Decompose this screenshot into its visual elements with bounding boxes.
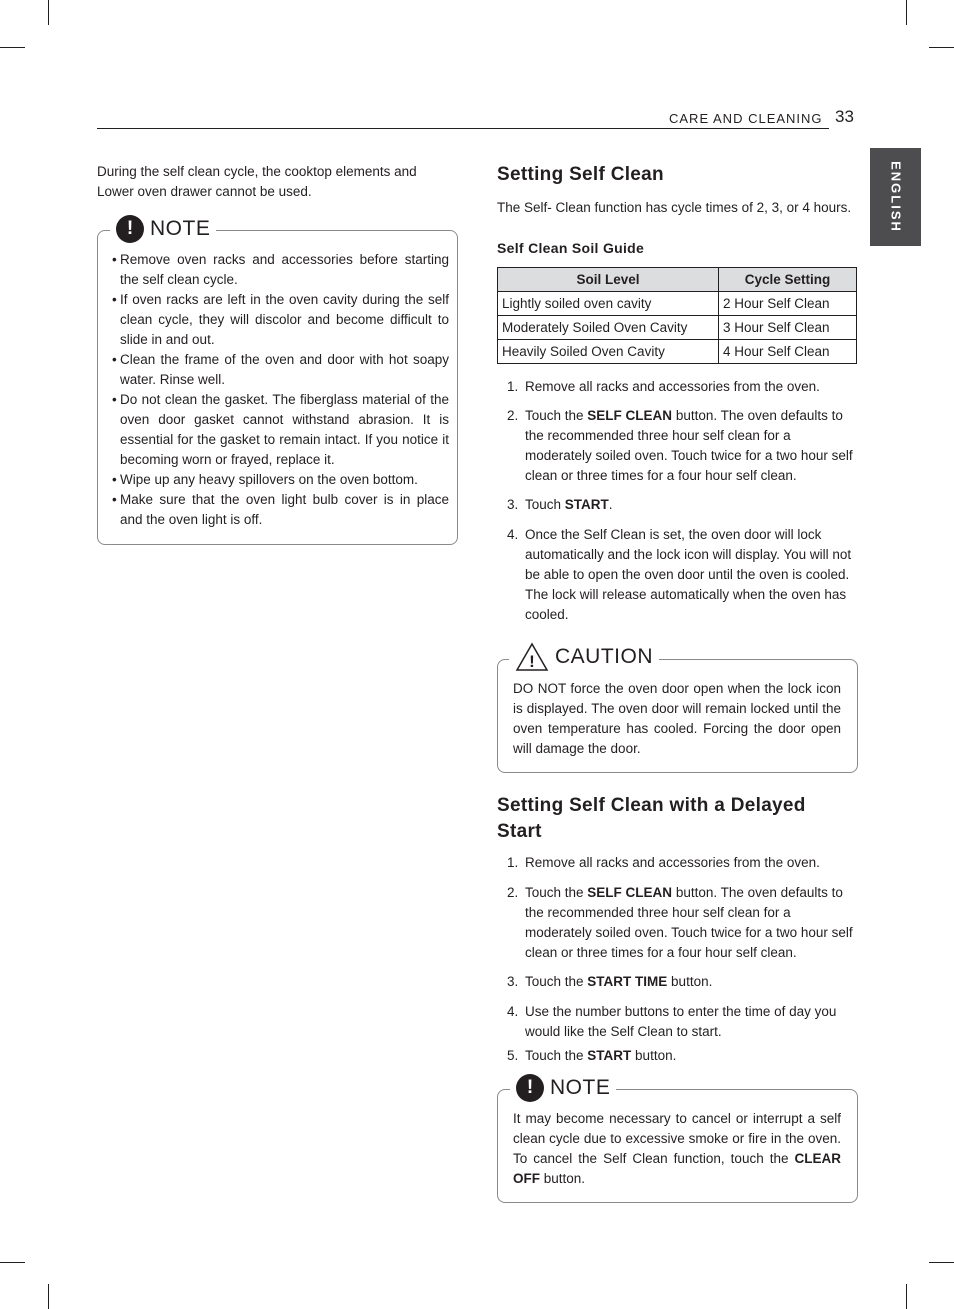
crop-mark <box>929 47 954 48</box>
list-item: 1. Remove all racks and accessories from the oven. <box>507 379 820 394</box>
list-item: 3. Touch the START TIME button. <box>507 974 713 989</box>
header-section-title: CARE AND CLEANING <box>669 111 823 126</box>
table-row <box>498 340 857 364</box>
crop-mark <box>48 1284 49 1309</box>
setting-description: The Self- Clean function has cycle times of 2, 3, or 4 hours. <box>497 200 852 215</box>
table-cell: 2 Hour Self Clean <box>719 292 857 316</box>
crop-mark <box>0 47 25 48</box>
table-row <box>498 292 857 316</box>
intro-paragraph: During the self clean cycle, the cooktop elements and Lower oven drawer cannot be used. <box>97 164 417 199</box>
table-cell: 4 Hour Self Clean <box>719 340 857 364</box>
crop-mark <box>906 0 907 25</box>
soil-guide-table <box>497 267 857 364</box>
crop-mark <box>48 0 49 25</box>
table-cell: 3 Hour Self Clean <box>719 316 857 340</box>
table-cell: Lightly soiled oven cavity <box>498 292 719 316</box>
list-item: 5. Touch the START button. <box>507 1048 677 1063</box>
table-header-row <box>498 268 857 292</box>
language-tab <box>870 148 921 246</box>
delayed-start-heading: Setting Self Clean with a Delayed Start <box>497 795 806 842</box>
caution-header <box>509 641 659 673</box>
crop-mark <box>929 1262 954 1263</box>
note-bullet: • If oven racks are left in the oven cavity during the self clean cycle, they will discolor and become difficult to slide in and out. <box>112 292 449 347</box>
list-item: 2. Touch the SELF CLEAN button. The oven defaults to the recommended three hour self clean for a moderately soiled oven. Touch twice for a two hour self clean or three times for a four hour self clean. <box>507 885 853 960</box>
language-tab-label: ENGLISH <box>888 161 903 233</box>
exclamation-icon: ! <box>116 215 144 243</box>
svg-text:!: ! <box>529 652 535 671</box>
list-item: 4. Use the number buttons to enter the time of day you would like the Self Clean to start. <box>507 1004 837 1039</box>
header-rule <box>97 128 829 129</box>
table-cell: Heavily Soiled Oven Cavity <box>498 340 719 364</box>
list-item: 4. Once the Self Clean is set, the oven door will lock automatically and the lock icon will display. You will not be able to open the oven door until the oven is cooled. The lock will release automatically when the oven has cooled. <box>507 527 852 622</box>
note-bullet: • Make sure that the oven light bulb cover is in place and the oven light is off. <box>112 492 449 527</box>
setting-self-clean-heading: Setting Self Clean <box>497 164 664 185</box>
caution-text: DO NOT force the oven door open when the lock icon is displayed. The oven door will remain locked until the oven temperature has cooled. Forcing the door open will damage the door. <box>513 681 841 756</box>
note-bullet: • Remove oven racks and accessories before starting the self clean cycle. <box>112 252 449 287</box>
note-header <box>510 1073 616 1103</box>
note-text: It may become necessary to cancel or interrupt a self clean cycle due to excessive smoke or fire in the oven. To cancel the Self Clean function, touch the CLEAR OFF button. <box>513 1111 841 1186</box>
note-bullet: • Clean the frame of the oven and door with hot soapy water. Rinse well. <box>112 352 449 387</box>
warning-triangle-icon <box>515 642 549 672</box>
page-number: 33 <box>835 107 854 126</box>
crop-mark <box>0 1262 25 1263</box>
table-cell: Moderately Soiled Oven Cavity <box>498 316 719 340</box>
list-item: 3. Touch START. <box>507 497 613 512</box>
soil-guide-heading: Self Clean Soil Guide <box>497 240 645 256</box>
note-title: NOTE <box>550 1076 611 1099</box>
table-header-cell: Soil Level <box>498 268 719 292</box>
list-item: 2. Touch the SELF CLEAN button. The oven defaults to the recommended three hour self clean for a moderately soiled oven. Touch twice for a two hour self clean or three times for a four hour self clean. <box>507 408 853 483</box>
note-title: NOTE <box>150 217 211 240</box>
table-row <box>498 316 857 340</box>
caution-title: CAUTION <box>555 645 653 668</box>
table-header-cell: Cycle Setting <box>719 268 857 292</box>
note-bullet: • Do not clean the gasket. The fiberglass material of the oven door gasket cannot withstand abrasion. It is essential for the gasket to remain intact. If you notice it becoming worn or frayed, replace it. <box>112 392 449 467</box>
note-header <box>110 214 216 244</box>
exclamation-icon: ! <box>516 1074 544 1102</box>
list-item: 1. Remove all racks and accessories from the oven. <box>507 855 820 870</box>
crop-mark <box>906 1284 907 1309</box>
note-bullet: • Wipe up any heavy spillovers on the oven bottom. <box>112 472 418 487</box>
